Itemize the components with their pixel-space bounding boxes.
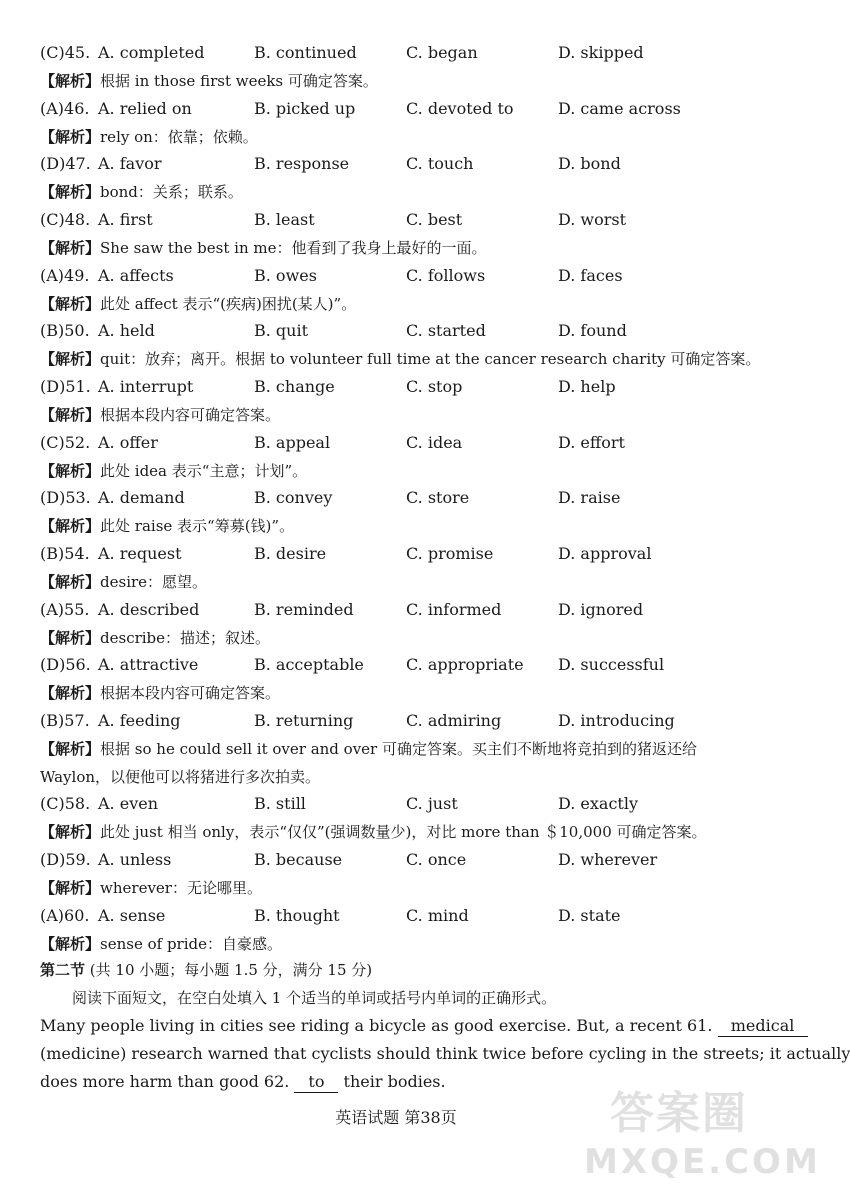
watermark-logo [584, 1088, 821, 1182]
explanation-tag: 【解析】 [40, 350, 101, 369]
explanation [40, 821, 768, 843]
option-d: D. faces [558, 265, 623, 285]
explanation-tag: 【解析】 [40, 572, 101, 591]
answer-key: (A)60. [40, 905, 90, 925]
explanation-text: 根据本段内容可确定答案。 [100, 684, 281, 703]
explanation [40, 627, 768, 649]
option-c: C. mind [406, 905, 469, 925]
watermark-text: MXQE.COM [584, 1142, 821, 1182]
explanation [40, 181, 768, 203]
option-a: A. completed [98, 43, 205, 62]
explanation-text: 此处 raise 表示“筹募(钱)”。 [100, 517, 295, 536]
answer-key: (C)58. [40, 794, 91, 814]
explanation [40, 682, 768, 704]
option-d: D. found [558, 321, 627, 341]
passage-line-1 [40, 1012, 795, 1040]
option-d: D. ignored [558, 599, 644, 619]
explanation-text: sense of pride：自豪感。 [100, 934, 282, 953]
answer-key: (D)51. [40, 376, 91, 396]
option-a: A. described [98, 599, 200, 619]
option-a: A. even [98, 794, 159, 814]
option-a: A. offer [98, 432, 158, 452]
option-a: A. affects [98, 265, 174, 285]
option-d: D. exactly [558, 794, 639, 814]
option-d: D. effort [558, 432, 625, 452]
option-b: B. convey [254, 488, 333, 508]
explanation-tag: 【解析】 [40, 517, 101, 536]
explanation-tag: 【解析】 [40, 72, 101, 90]
explanation-tag: 【解析】 [40, 461, 101, 480]
explanation [40, 404, 768, 426]
option-a: A. demand [98, 488, 185, 508]
explanation-tag: 【解析】 [40, 823, 101, 842]
option-c: C. just [406, 794, 458, 814]
option-d: D. introducing [558, 710, 675, 730]
option-c: C. touch [406, 154, 474, 174]
explanation-tag: 【解析】 [40, 739, 101, 758]
explanation-text: describe：描述；叙述。 [100, 628, 271, 647]
option-d: D. successful [558, 655, 665, 675]
option-a: A. held [98, 321, 155, 341]
explanation-tag: 【解析】 [40, 127, 101, 146]
section-heading [40, 959, 372, 981]
option-a: A. first [98, 209, 153, 229]
option-b: B. desire [254, 543, 327, 563]
answer-key: (D)47. [40, 154, 91, 174]
option-d: D. worst [558, 209, 627, 229]
option-a: A. unless [98, 850, 172, 870]
watermark-glyphs: 答案圈 [610, 1088, 748, 1139]
explanation [40, 735, 768, 791]
option-d: D. state [558, 905, 621, 925]
option-a: A. interrupt [98, 376, 194, 396]
answer-key: (D)56. [40, 655, 91, 675]
option-b: B. quit [254, 321, 309, 341]
answer-key: (C)48. [40, 209, 91, 229]
answer-key: (C)52. [40, 432, 91, 452]
answer-key: (A)49. [40, 265, 90, 285]
explanation-text: 此处 affect 表示“(疾病)困扰(某人)”。 [100, 294, 357, 313]
option-c: C. appropriate [406, 655, 524, 675]
section-instruction: 阅读下面短文，在空白处填入 1 个适当的单词或括号内单词的正确形式。 [72, 989, 557, 1007]
explanation-tag: 【解析】 [40, 879, 101, 898]
page-footer: 英语试题 第38页 [335, 1108, 457, 1127]
explanation-tag: 【解析】 [40, 405, 101, 424]
option-c: C. devoted to [406, 98, 514, 118]
answer-key: (B)54. [40, 543, 90, 563]
option-d: D. approval [558, 543, 652, 563]
explanation [40, 515, 768, 537]
explanation-text: 根据 so he could sell it over and over 可确定答案。买主们不断地将竞拍到的猪返还给 Waylon，以便他可以将猪进行多次拍卖。 [40, 739, 697, 786]
blank-62: to [294, 1072, 338, 1093]
option-c: C. promise [406, 543, 494, 563]
explanation [40, 571, 768, 593]
option-c: C. admiring [406, 710, 502, 730]
option-c: C. follows [406, 265, 486, 285]
explanation [40, 348, 768, 370]
option-b: B. picked up [254, 98, 356, 118]
option-d: D. wherever [558, 850, 658, 870]
option-a: A. sense [98, 905, 166, 925]
option-a: A. favor [98, 154, 162, 174]
passage-text: Many people living in cities see riding a bicycle as good exercise. But, a recent 61. [40, 1016, 713, 1035]
explanation-tag: 【解析】 [40, 183, 101, 202]
option-d: D. came across [558, 98, 681, 118]
explanation-text: 根据本段内容可确定答案。 [100, 405, 281, 424]
passage-text: their bodies. [343, 1072, 446, 1091]
explanation [40, 933, 768, 955]
explanation [40, 293, 768, 315]
option-b: B. because [254, 850, 343, 870]
option-c: C. stop [406, 376, 463, 396]
option-d: D. skipped [558, 43, 644, 62]
explanation-tag: 【解析】 [40, 684, 101, 703]
answer-key: (A)46. [40, 98, 90, 118]
option-b: B. thought [254, 905, 340, 925]
explanation-text: 根据 in those first weeks 可确定答案。 [100, 72, 378, 90]
explanation-text: 此处 just 相当 only，表示“仅仅”(强调数量少)，对比 more than ＄10,000 可确定答案。 [100, 823, 707, 842]
explanation-tag: 【解析】 [40, 238, 101, 257]
explanation-tag: 【解析】 [40, 628, 101, 647]
option-b: B. response [254, 154, 350, 174]
option-b: B. still [254, 794, 306, 814]
answer-key: (D)53. [40, 488, 91, 508]
explanation-text: desire：愿望。 [100, 572, 208, 591]
option-a: A. relied on [98, 98, 192, 118]
option-c: C. began [406, 43, 478, 62]
answer-key: (D)59. [40, 850, 91, 870]
option-b: B. change [254, 376, 335, 396]
option-d: D. help [558, 376, 616, 396]
option-a: A. attractive [98, 655, 199, 675]
option-c: C. informed [406, 599, 502, 619]
explanation [40, 460, 768, 482]
explanation-text: bond：关系；联系。 [100, 183, 243, 202]
blank-61: medical [718, 1016, 808, 1037]
answer-key: (A)55. [40, 599, 90, 619]
section-title: 第二节 [40, 961, 86, 979]
explanation-text: quit：放弃；离开。根据 to volunteer full time at the cancer research charity 可确定答案。 [100, 350, 761, 369]
option-b: B. owes [254, 265, 317, 285]
option-b: B. reminded [254, 599, 354, 619]
option-d: D. bond [558, 154, 621, 174]
explanation [40, 877, 768, 899]
explanation-text: rely on：依靠；依赖。 [100, 127, 258, 146]
answer-key: (B)50. [40, 321, 90, 341]
option-a: A. request [98, 543, 182, 563]
section-info: (共 10 小题；每小题 1.5 分，满分 15 分) [89, 961, 373, 979]
explanation-tag: 【解析】 [40, 294, 101, 313]
option-b: B. continued [254, 43, 357, 62]
passage-text: does more harm than good 62. [40, 1072, 290, 1091]
option-c: C. idea [406, 432, 463, 452]
passage-line-2: (medicine) research warned that cyclists should think twice before cycling in the streets; it actually [40, 1044, 850, 1063]
option-b: B. least [254, 209, 315, 229]
explanation-text: 此处 idea 表示“主意；计划”。 [100, 461, 308, 480]
option-d: D. raise [558, 488, 621, 508]
explanation-text: She saw the best in me：他看到了我身上最好的一面。 [100, 238, 487, 257]
option-c: C. started [406, 321, 486, 341]
explanation-text: wherever：无论哪里。 [100, 879, 262, 898]
option-c: C. once [406, 850, 467, 870]
option-b: B. appeal [254, 432, 331, 452]
answer-key: (C)45. [40, 43, 91, 62]
option-b: B. acceptable [254, 655, 364, 675]
option-c: C. store [406, 488, 470, 508]
option-a: A. feeding [98, 710, 181, 730]
explanation [40, 126, 768, 148]
option-c: C. best [406, 209, 463, 229]
explanation [40, 70, 768, 92]
explanation [40, 237, 768, 259]
answer-key: (B)57. [40, 710, 90, 730]
passage [40, 1012, 850, 1096]
option-b: B. returning [254, 710, 354, 730]
explanation-tag: 【解析】 [40, 934, 101, 953]
